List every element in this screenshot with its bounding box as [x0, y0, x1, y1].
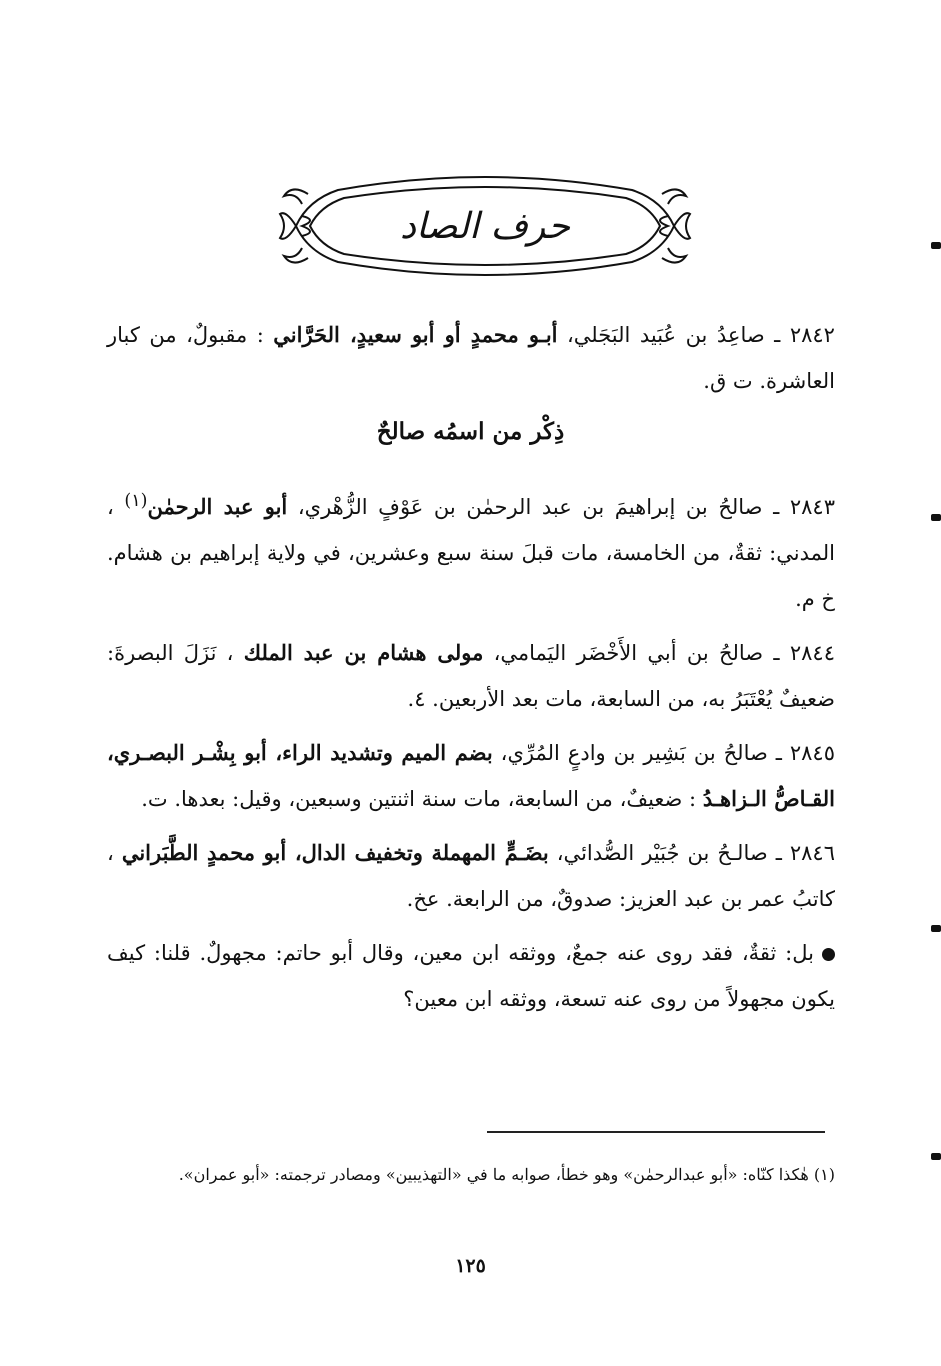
entry-bold: بضَـمٍّ المهملة وتخفيف الدال، أبو محمدٍ الطَّبَراني — [121, 840, 549, 865]
margin-mark — [931, 925, 941, 932]
entry-lead: ـ صالحُ بن بَشِير بن وادعٍ المُرِّي، — [492, 741, 782, 765]
entry-tail: : ضعيفٌ، من السابعة، مات سنة اثنتين وسبعين، وقيل: بعدها. ت. — [141, 787, 697, 811]
entry-tail: ، كاتبُ عمر بن عبد العزيز: صدوقٌ، من الرابعة. عخ. — [107, 841, 835, 911]
footnote-text: هٰكذا كنّاه: «أبو عبدالرحمٰن» وهو خطأ، صوابه ما في «التهذيبين» ومصادر ترجمته: «أبو عمران». — [178, 1165, 809, 1184]
entry-number: ٢٨٤٤ — [789, 641, 835, 665]
footnote — [107, 1155, 835, 1195]
entry-lead: ـ صالحُ بن أبي الأَخْضَر اليَمامي، — [483, 641, 780, 665]
editor-note-text: بل: ثقةٌ، فقد روى عنه جمعٌ، ووثقه ابن معين، وقال أبو حاتم: مجهولٌ. قلنا: كيف يكون مجهولاً من روى عنه تسعة، ووثقه ابن معين؟ — [107, 941, 835, 1011]
entry-bold: مولى هشام بن عبد الملك — [243, 640, 484, 665]
footnote-divider — [487, 1131, 825, 1133]
section-heading: ذِكْر من اسمُه صالحٌ — [376, 418, 565, 445]
entries-block — [107, 478, 835, 1022]
entry-number: ٢٨٤٦ — [789, 841, 835, 865]
footnote-ref: (١) — [124, 491, 148, 511]
entry-2844 — [107, 630, 835, 722]
entry-tail: : مقبولٌ، من كبار العاشرة. ت ق. — [107, 323, 835, 393]
entry-number: ٢٨٤٥ — [789, 741, 835, 765]
chapter-ornament — [278, 170, 692, 282]
entry-bold: أبو عبد الرحمٰن — [147, 494, 288, 519]
margin-mark — [931, 514, 941, 521]
entry-2845 — [107, 730, 835, 822]
entry-2842 — [107, 312, 835, 404]
margin-mark — [931, 242, 941, 249]
entry-2843 — [107, 478, 835, 622]
entry-number: ٢٨٤٢ — [789, 323, 835, 347]
margin-mark — [931, 1153, 941, 1160]
entry-lead: ـ صالحُ بن إبراهيمَ بن عبد الرحمٰن بن عَوْفٍ الزُّهْري، — [287, 495, 780, 519]
entry-lead: ـ صاعِدُ بن عُبَيد البَجَلي، — [557, 323, 781, 347]
editor-note — [107, 930, 835, 1022]
footnote-marker: (١) — [813, 1165, 835, 1184]
bullet-icon — [822, 948, 835, 961]
entry-number: ٢٨٤٣ — [789, 495, 835, 519]
entry-tail: ، المدني: ثقةٌ، من الخامسة، مات قبلَ سنة سبع وعشرين، في ولاية إبراهيم بن هشام. خ م. — [107, 495, 835, 611]
entry-tail: ، نَزَلَ البصرةَ: ضعيفٌ يُعْتَبَرُ به، من السابعة، مات بعد الأربعين. ٤. — [107, 641, 835, 711]
entry-block-top — [107, 312, 835, 404]
entry-bold: بضم الميم وتشديد الراء، أبو بِشْـر البصـري، القـاصُّ الـزاهـدُ — [107, 740, 835, 811]
entry-2846 — [107, 830, 835, 922]
chapter-title: حرف الصاد — [399, 206, 571, 247]
entry-bold: أبـو محمدٍ أو أبو سعيدٍ، الحَرَّاني — [273, 322, 558, 347]
entry-lead: ـ صالـحُ بن جُبَيْر الصُّدائي، — [548, 841, 782, 865]
page-number: ١٢٥ — [455, 1255, 486, 1277]
